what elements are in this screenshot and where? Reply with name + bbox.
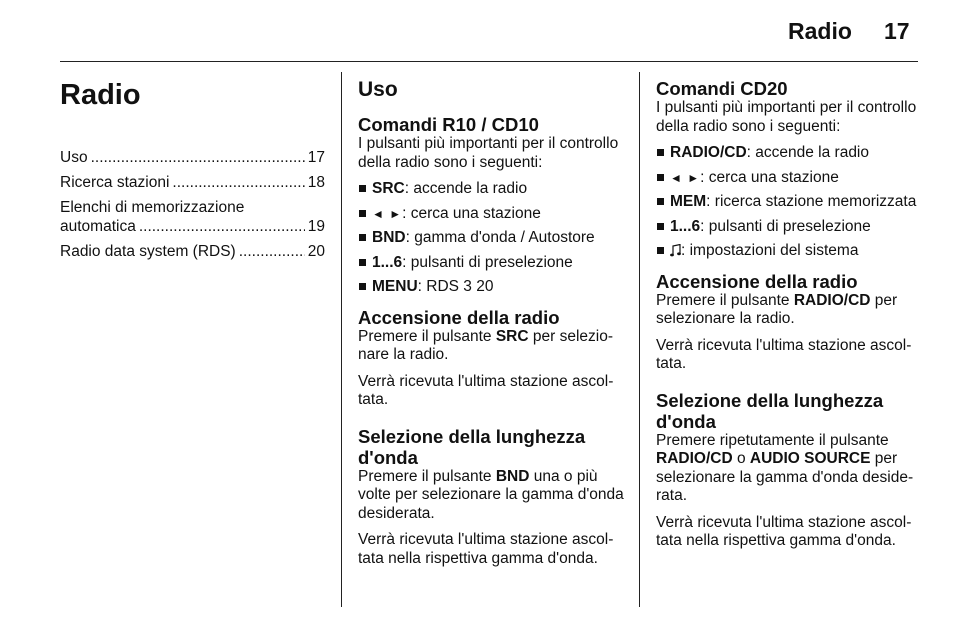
reference-arrow-icon: 3 — [463, 278, 472, 295]
toc-entry-title: Ricerca stazioni — [60, 174, 170, 191]
control-key: RADIO/CD — [656, 450, 733, 467]
toc-leader-dots — [91, 148, 305, 167]
control-desc: : cerca una stazione — [402, 204, 541, 222]
toc-entry[interactable] — [60, 242, 325, 261]
control-desc: : cerca una stazione — [700, 168, 839, 186]
middle-column — [358, 72, 624, 576]
control-key: RADIO/CD — [793, 291, 871, 309]
control-key: 1...6 — [670, 217, 701, 235]
control-desc: : pulsanti di preselezione — [700, 217, 871, 235]
list-item — [358, 229, 624, 248]
toc-leader-dots — [172, 173, 304, 192]
bullet-icon — [657, 174, 664, 181]
control-key: RADIO/CD — [670, 144, 747, 161]
left-column — [60, 72, 325, 267]
paragraph: Verrà ricevuta l'ultima stazione ascoltata. — [358, 372, 614, 408]
bullet-icon — [359, 283, 366, 290]
chapter-title: Radio — [60, 79, 141, 111]
toc-leader-dots — [239, 242, 305, 261]
header-rule — [60, 61, 918, 62]
control-desc: : RDS — [417, 278, 459, 295]
music-note-icon — [670, 244, 681, 257]
list-item — [656, 242, 922, 261]
toc-entry-page: 19 — [307, 218, 325, 235]
seek-arrows-icon: ◄ ► — [372, 206, 403, 221]
toc-entry-title-cont: automatica — [60, 218, 136, 235]
column-separator-1 — [341, 72, 342, 607]
paragraph: Verrà ricevuta l'ultima stazione ascoltata. — [656, 336, 912, 372]
control-desc: : accende la radio — [404, 180, 528, 197]
bullet-icon — [657, 149, 664, 156]
control-desc: : gamma d'onda / Autostore — [405, 229, 595, 246]
paragraph: Verrà ricevuta l'ultima stazione ascoltata nella rispettiva gamma d'onda. — [656, 513, 912, 549]
bullet-icon — [359, 210, 366, 217]
list-item — [358, 180, 624, 199]
header-title: Radio — [788, 18, 852, 44]
toc-entry-title: Radio data system (RDS) — [60, 243, 236, 260]
reference-page-link[interactable]: 20 — [476, 278, 494, 295]
control-key: BND — [372, 229, 406, 246]
control-desc: : pulsanti di preselezione — [402, 253, 573, 271]
toc-entry[interactable] — [60, 148, 325, 167]
toc-entry[interactable] — [60, 198, 325, 236]
table-of-contents — [60, 148, 325, 261]
paragraph: Verrà ricevuta l'ultima stazione ascoltata nella rispettiva gamma d'onda. — [358, 531, 614, 567]
list-item — [656, 169, 922, 188]
list-item — [358, 254, 624, 273]
toc-entry-title: Elenchi di memorizzazione — [60, 199, 245, 216]
bullet-icon — [359, 234, 366, 241]
right-column — [656, 72, 922, 559]
control-key: 1...6 — [372, 253, 403, 271]
section-heading: Uso — [358, 78, 398, 101]
bullet-icon — [359, 259, 366, 266]
subsection-heading: Selezione della lunghezza d'onda — [656, 389, 884, 432]
bullet-icon — [657, 223, 664, 230]
paragraph: Premere il pulsante SRC per selezionare la radio. — [358, 327, 614, 363]
paragraph: Premere il pulsante RADIO/CD per selezionare la radio. — [656, 291, 898, 327]
subsection-heading: Selezione della lunghezza d'onda — [358, 425, 586, 468]
toc-entry[interactable] — [60, 173, 325, 192]
list-item — [358, 205, 624, 224]
bullet-icon — [657, 247, 664, 254]
paragraph: Premere ripetutamente il pulsante RADIO/CD o AUDIO SOURCE per selezionare la gamma d'onda desiderata. — [656, 431, 914, 504]
list-item — [656, 193, 922, 212]
bullet-icon — [657, 198, 664, 205]
control-key: BND — [495, 467, 530, 485]
subsection-heading: Comandi R10 / CD10 — [358, 114, 539, 135]
toc-entry-title: Uso — [60, 149, 88, 166]
paragraph: I pulsanti più importanti per il controllo della radio sono i seguenti: — [358, 135, 619, 171]
control-list — [656, 144, 922, 261]
bullet-icon — [359, 185, 366, 192]
toc-entry-page: 17 — [307, 149, 325, 166]
paragraph: Premere il pulsante BND una o più volte per selezionare la gamma d'onda desiderata. — [358, 467, 624, 522]
subsection-heading: Accensione della radio — [656, 270, 858, 292]
control-key: SRC — [372, 180, 405, 197]
seek-arrows-icon: ◄ ► — [670, 170, 701, 185]
control-list — [358, 180, 624, 297]
control-key: AUDIO SOURCE — [749, 450, 871, 467]
page-number: 17 — [884, 18, 910, 44]
toc-leader-dots — [139, 217, 305, 236]
control-desc: : accende la radio — [746, 144, 869, 161]
paragraph: I pulsanti più importanti per il controllo della radio sono i seguenti: — [656, 99, 917, 135]
list-item — [358, 278, 624, 297]
control-desc: : impostazioni del sistema — [681, 242, 859, 259]
subsection-heading: Comandi CD20 — [656, 78, 788, 99]
subsection-heading: Accensione della radio — [358, 306, 560, 328]
control-key: MEM — [670, 193, 707, 210]
control-key: SRC — [495, 327, 529, 345]
column-separator-2 — [639, 72, 640, 607]
control-key: MENU — [372, 278, 418, 295]
control-desc: : ricerca stazione memorizzata — [706, 193, 917, 210]
toc-entry-page: 20 — [307, 243, 325, 260]
list-item — [656, 144, 922, 163]
list-item — [656, 218, 922, 237]
toc-entry-page: 18 — [307, 174, 325, 191]
